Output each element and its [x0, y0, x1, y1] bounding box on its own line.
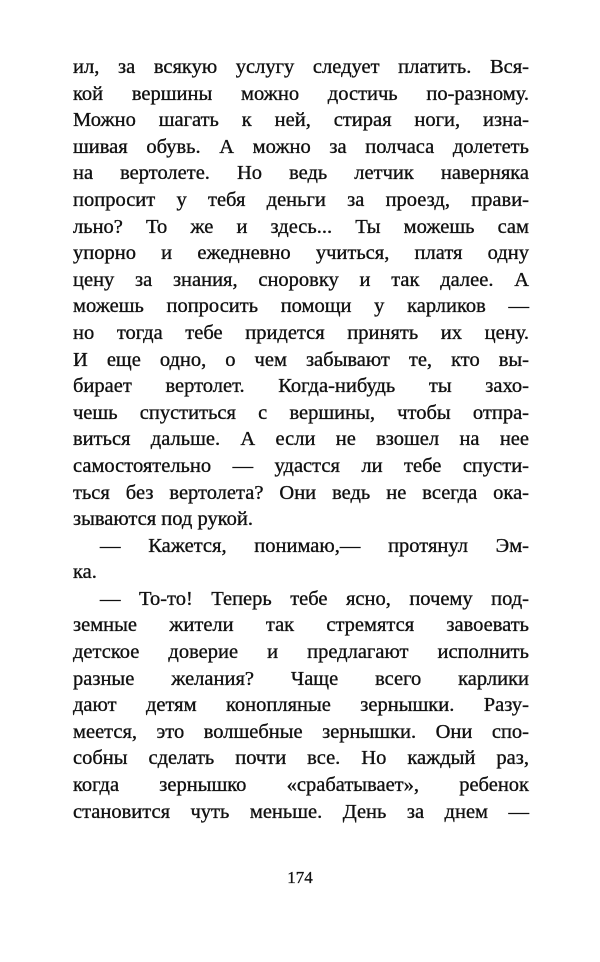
text-line: можешь попросить помощи у карликов — — [73, 295, 529, 318]
text-line: попросит у тебя деньги за проезд, прави- — [73, 188, 529, 211]
text-line: виться дальше. А если не взошел на нее — [73, 428, 529, 451]
text-line: самостоятельно — удастся ли тебе спусти- — [73, 454, 529, 477]
text-line: но тогда тебе придется принять их цену. — [73, 321, 529, 344]
text-line: кой вершины можно достичь по-разному. — [73, 82, 529, 105]
text-line: бирает вертолет. Когда-нибудь ты захо- — [73, 375, 529, 398]
text-line: зываются под рукой. — [73, 508, 253, 531]
text-line: земные жители так стремятся завоевать — [73, 614, 529, 637]
text-line: шивая обувь. А можно за полчаса долететь — [73, 135, 529, 158]
text-line: становится чуть меньше. День за днем — — [73, 800, 529, 823]
page-number: 174 — [287, 868, 313, 887]
text-line: детское доверие и предлагают исполнить — [73, 641, 529, 664]
text-line: — То-то! Теперь тебе ясно, почему под- — [100, 587, 529, 610]
text-line: разные желания? Чаще всего карлики — [73, 667, 529, 690]
text-line: — Кажется, понимаю,— протянул Эм- — [100, 534, 529, 557]
text-line: упорно и ежедневно учиться, платя одну — [73, 242, 529, 265]
text-line: Можно шагать к ней, стирая ноги, изна- — [73, 109, 529, 132]
text-line: ка. — [73, 561, 97, 584]
text-line: на вертолете. Но ведь летчик наверняка — [73, 162, 529, 185]
text-line: льно? То же и здесь... Ты можешь сам — [73, 215, 529, 238]
page-body — [73, 54, 529, 825]
text-line: собны сделать почти все. Но каждый раз, — [73, 747, 529, 770]
text-line: чешь спуститься с вершины, чтобы отпра- — [73, 401, 529, 424]
text-line: ил, за всякую услугу следует платить. Вся- — [73, 56, 529, 78]
text-line: когда зернышко «срабатывает», ребенок — [73, 774, 529, 797]
text-line: меется, это волшебные зернышки. Они спо- — [73, 720, 529, 743]
text-line: И еще одно, о чем забывают те, кто вы- — [73, 348, 529, 371]
text-line: ться без вертолета? Они ведь не всегда ока- — [73, 481, 529, 504]
text-line: дают детям конопляные зернышки. Разу- — [73, 694, 529, 717]
text-line: цену за знания, сноровку и так далее. А — [73, 268, 529, 291]
